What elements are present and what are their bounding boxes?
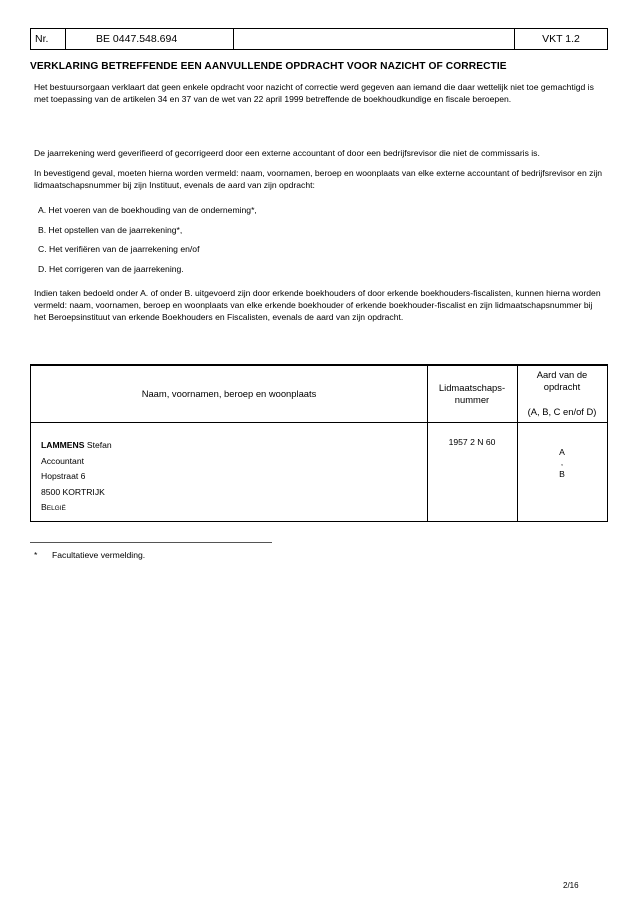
paragraph-instruction: In bevestigend geval, moeten hierna worden vermeld: naam, voornamen, beroep en woonplaats van elke externe accountant of bedrijfsrevisor en zijn lidmaatschapsnummer bij zijn Instituut, evenals de aard van zijn opdracht:: [34, 168, 603, 191]
accountant-city: 8500 KORTRIJK: [41, 486, 105, 497]
form-code: VKT 1.2: [542, 33, 580, 45]
company-number: BE 0447.548.694: [66, 29, 234, 49]
column-header-membership: [427, 382, 517, 406]
accountant-country: [41, 500, 112, 517]
accountant-surname: LAMMENS: [41, 440, 85, 450]
form-header: [30, 28, 608, 50]
column-header-nature: [517, 369, 607, 393]
accountant-table: [30, 364, 608, 522]
column-header-name: Naam, voornamen, beroep en woonplaats: [141, 388, 317, 399]
nature-separator: ,: [560, 458, 564, 467]
page-number: 2/16: [563, 881, 579, 890]
country-initial: B: [41, 502, 47, 512]
country-rest: ELGIË: [46, 505, 66, 512]
accountant-firstname: Stefan: [86, 440, 112, 450]
paragraph-bookkeepers: Indien taken bedoeld onder A. of onder B. uitgevoerd zijn door erkende boekhouders of door erkende boekhouders-fiscalisten, kunnen hierna worden vermeld: naam, voornamen, beroep en woonplaats van elke erkende boekhouder of erkende boekhouder-fiscalist en zijn lidmaatschapsnummer bij het Beroepsinstituut van erkende Boekhouders en Fiscalisten, evenals de aard van zijn opdracht.: [34, 288, 601, 323]
list-item-b: B. Het opstellen van de jaarrekening*,: [38, 225, 183, 235]
nature-b: B: [559, 469, 565, 479]
accountant-profession: Accountant: [41, 455, 84, 466]
membership-number: 1957 2 N 60: [448, 437, 496, 447]
list-item-c: C. Het verifiëren van de jaarrekening en/of: [38, 244, 200, 254]
table-row-name-cell: [41, 438, 112, 517]
footnote-text: Facultatieve vermelding.: [52, 550, 146, 560]
page-title: VERKLARING BETREFFENDE EEN AANVULLENDE OPDRACHT VOOR NAZICHT OF CORRECTIE: [30, 61, 507, 72]
column-header-membership-line2: nummer: [454, 394, 490, 405]
nr-label: Nr.: [31, 29, 66, 49]
column-header-nature-line1: Aard van de: [536, 369, 588, 380]
column-header-membership-line1: Lidmaatschaps-: [438, 382, 506, 393]
footnote-marker: *: [34, 550, 38, 560]
table-header-divider: [31, 422, 607, 423]
nature-a: A: [559, 447, 565, 457]
column-header-nature-options: (A, B, C en/of D): [527, 406, 597, 417]
footnote-divider: [30, 542, 272, 543]
accountant-name: [41, 438, 112, 454]
list-item-d: D. Het corrigeren van de jaarrekening.: [38, 264, 184, 274]
paragraph-verification: De jaarrekening werd geverifieerd of gecorrigeerd door een externe accountant of door een bedrijfsrevisor die niet de commissaris is.: [34, 148, 540, 158]
accountant-street: Hopstraat 6: [41, 471, 86, 481]
footnote: [34, 550, 145, 560]
header-spacer: [234, 29, 515, 49]
column-header-nature-line2: opdracht: [543, 381, 581, 392]
list-item-a: A. Het voeren van de boekhouding van de onderneming*,: [38, 205, 257, 215]
paragraph-statement: Het bestuursorgaan verklaart dat geen enkele opdracht voor nazicht of correctie werd gegeven aan iemand die daar wettelijk niet toe gemachtigd is met toepassing van de artikelen 34 en 37 van de wet van 22 april 1999 betreffende de boekhoudkundige en fiscale beroepen.: [34, 82, 594, 105]
